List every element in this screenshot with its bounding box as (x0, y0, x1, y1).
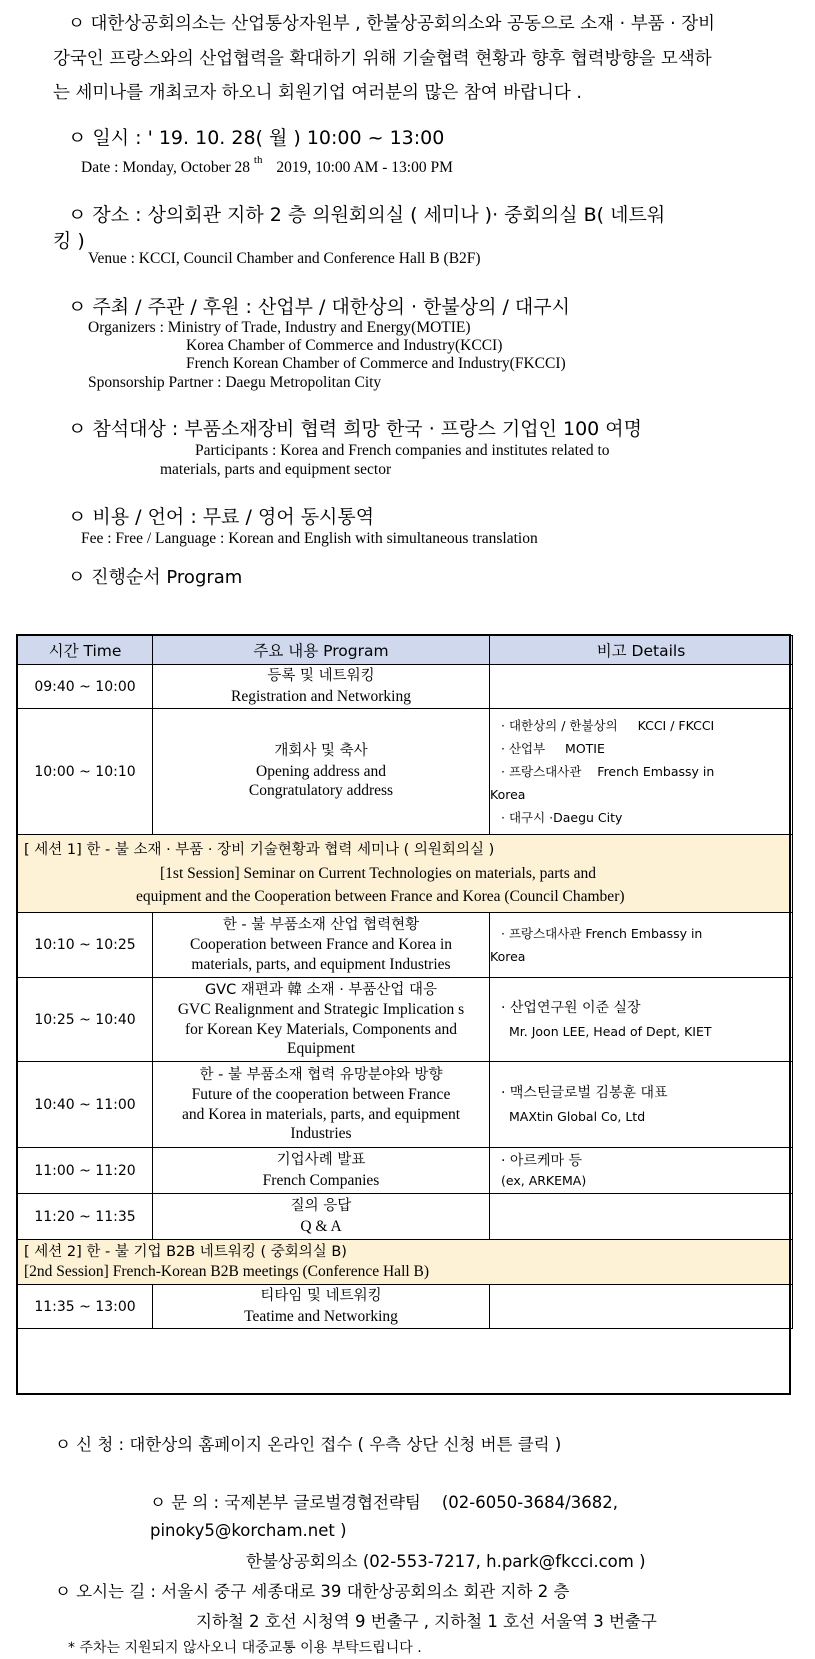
detail-line: (ex, ARKEMA) (501, 1172, 587, 1188)
directions-line-2: 지하철 2 호선 시청역 9 번출구 , 지하철 1 호선 서울역 3 번출구 (196, 1612, 657, 1631)
detail-line: · 맥스틴글로벌 김봉훈 대표 (501, 1084, 668, 1101)
contact-line-3: 한불상공회의소 (02-553-7217, h.park@fkcci.com ) (246, 1552, 646, 1571)
row-program-ko: 등록 및 네트워킹 (267, 668, 375, 684)
organizers-label: ㅇ 주최 / 주관 / 후원 : 산업부 / 대한상의 · 한불상의 / 대구시 (68, 296, 570, 318)
header-program: 주요 내용 Program (153, 636, 490, 665)
row-program-en: Industries (290, 1125, 352, 1142)
row-details (490, 978, 793, 1062)
venue-line-1: ㅇ 장소 : 상의회관 지하 2 층 의원회의실 ( 세미나 )· 중회의실 B( 네트워 (68, 204, 666, 226)
row-time: 10:25 ~ 10:40 (18, 978, 153, 1062)
table-row (18, 1062, 793, 1148)
row-time: 11:20 ~ 11:35 (18, 1194, 153, 1240)
header-details: 비고 Details (490, 636, 793, 665)
row-program (153, 709, 490, 835)
intro-line-1: ㅇ 대한상공회의소는 산업통상자원부 , 한불상공회의소와 공동으로 소재 · 부품 · 장비 (68, 14, 716, 34)
detail-line: · 산업부 MOTIE (501, 741, 605, 756)
row-program (153, 1194, 490, 1240)
session-1-cell (18, 835, 793, 913)
row-program-en: Congratulatory address (248, 782, 394, 800)
row-program (153, 1285, 490, 1329)
table-row (18, 665, 793, 709)
program-table (17, 635, 793, 1329)
row-program-en: Cooperation between France and Korea in (189, 936, 453, 954)
row-time: 09:40 ~ 10:00 (18, 665, 153, 709)
detail-line: · 아르케마 등 (501, 1152, 582, 1169)
detail-line: MAXtin Global Co, Ltd (509, 1108, 646, 1124)
row-program-en: Equipment (286, 1040, 356, 1057)
detail-line: Mr. Joon LEE, Head of Dept, KIET (509, 1023, 712, 1039)
detail-line: · 프랑스대사관 French Embassy in (501, 764, 715, 779)
detail-line: Korea (490, 787, 526, 802)
row-time: 10:10 ~ 10:25 (18, 913, 153, 978)
fee-en: Fee : Free / Language : Korean and English with simultaneous translation (81, 530, 538, 547)
table-header-row (18, 636, 793, 665)
program-heading: ㅇ 진행순서 Program (68, 567, 243, 588)
row-time: 10:00 ~ 10:10 (18, 709, 153, 835)
session-1-en-2: equipment and the Cooperation between France and Korea (Council Chamber) (136, 888, 625, 905)
intro-line-3: 는 세미나를 개최코자 하오니 회원기업 여러분의 많은 참여 바랍니다 . (53, 83, 582, 103)
date-en-sup: th (253, 154, 263, 166)
fee-label: ㅇ 비용 / 언어 : 무료 / 영어 동시통역 (68, 506, 375, 528)
row-program-en: Registration and Networking (231, 687, 411, 705)
row-program (153, 978, 490, 1062)
session-2-ko: [ 세션 2] 한 - 불 기업 B2B 네트워킹 ( 중회의실 B) (24, 1244, 347, 1260)
table-row (18, 1285, 793, 1329)
row-program (153, 1062, 490, 1148)
organizers-en-4: Sponsorship Partner : Daegu Metropolitan City (88, 374, 382, 391)
row-program-en: Opening address and (256, 762, 386, 780)
row-program-en: Teatime and Networking (244, 1307, 398, 1325)
detail-line: · 대한상의 / 한불상의 KCCI / FKCCI (501, 718, 715, 733)
table-row (18, 978, 793, 1062)
row-program-ko: 개회사 및 축사 (274, 743, 368, 760)
table-row (18, 1148, 793, 1194)
row-details (490, 1148, 793, 1194)
session-2-en: [2nd Session] French-Korean B2B meetings (Conference Hall B) (24, 1263, 430, 1280)
row-details (490, 913, 793, 978)
row-program-ko: 한 - 불 부품소재 협력 유망분야와 방향 (199, 1066, 443, 1083)
session-2-row (18, 1240, 793, 1285)
detail-line: · 산업연구원 이준 실장 (501, 999, 641, 1016)
row-details (490, 709, 793, 835)
session-1-ko: [ 세션 1] 한 - 불 소재 · 부품 · 장비 기술현황과 협력 세미나 ( 의원회의실 ) (24, 842, 495, 858)
table-row (18, 1194, 793, 1240)
contact-email[interactable]: pinoky5@korcham.net ) (150, 1521, 347, 1540)
row-program-ko: 티타임 및 네트워킹 (260, 1288, 382, 1304)
date-en-suffix: 2019, 10:00 AM - 13:00 PM (276, 159, 453, 177)
organizers-en-2: Korea Chamber of Commerce and Industry(KCCI) (186, 337, 503, 354)
header-time: 시간 Time (18, 636, 153, 665)
intro-line-2: 강국인 프랑스와의 산업협력을 확대하기 위해 기술협력 현황과 향후 협력방향을 모색하 (53, 49, 712, 69)
table-row (18, 709, 793, 835)
row-program-ko: 한 - 불 부품소재 산업 협력현황 (222, 916, 420, 933)
row-details (490, 1285, 793, 1329)
row-program (153, 913, 490, 978)
session-2-cell (18, 1240, 793, 1285)
organizers-en-1: Organizers : Ministry of Trade, Industry and Energy(MOTIE) (88, 319, 471, 336)
row-program-ko: 질의 응답 (290, 1198, 352, 1214)
session-1-row (18, 835, 793, 913)
row-program-ko: 기업사례 발표 (276, 1152, 366, 1168)
row-time: 11:35 ~ 13:00 (18, 1285, 153, 1329)
detail-line: · 대구시 ·Daegu City (501, 810, 623, 825)
date-en-prefix: Date : Monday, October 28 (81, 159, 251, 177)
row-time: 11:00 ~ 11:20 (18, 1148, 153, 1194)
row-program-en: for Korean Key Materials, Components and (184, 1020, 458, 1038)
row-details (490, 1062, 793, 1148)
participants-en-2: materials, parts and equipment sector (160, 461, 392, 478)
apply-line: ㅇ 신 청 : 대한상의 홈페이지 온라인 접수 ( 우측 상단 신청 버튼 클릭 ) (55, 1435, 562, 1454)
contact-line-1: ㅇ 문 의 : 국제본부 글로벌경협전략팀 (02-6050-3684/3682, (150, 1493, 618, 1512)
row-program (153, 665, 490, 709)
date-label: ㅇ 일시 : ' 19. 10. 28( 월 ) 10:00 ~ 13:00 (68, 127, 445, 149)
session-1-en-1: [1st Session] Seminar on Current Technologies on materials, parts and (160, 865, 596, 882)
participants-en-1: Participants : Korea and French companies and institutes related to (195, 442, 610, 459)
parking-note: * 주차는 지원되지 않사오니 대중교통 이용 부탁드립니다 . (68, 1640, 422, 1656)
row-program (153, 1148, 490, 1194)
row-program-ko: GVC 재편과 韓 소재 · 부품산업 대응 (204, 981, 438, 998)
date-en (81, 154, 453, 177)
row-program-en: GVC Realignment and Strategic Implication s (177, 1001, 465, 1018)
detail-line: Korea (490, 949, 526, 964)
row-time: 10:40 ~ 11:00 (18, 1062, 153, 1148)
row-program-en: materials, parts, and equipment Industries (191, 955, 451, 973)
table-row (18, 913, 793, 978)
row-program-en: Future of the cooperation between France (191, 1086, 451, 1103)
participants-label: ㅇ 참석대상 : 부품소재장비 협력 희망 한국 · 프랑스 기업인 100 여명 (68, 418, 642, 440)
row-program-en: and Korea in materials, parts, and equipment (181, 1105, 461, 1123)
row-details (490, 1194, 793, 1240)
directions-line-1: ㅇ 오시는 길 : 서울시 중구 세종대로 39 대한상공회의소 회관 지하 2 층 (55, 1582, 570, 1601)
venue-en: Venue : KCCI, Council Chamber and Conference Hall B (B2F) (88, 250, 481, 267)
venue-line-2: 킹 ) (53, 230, 85, 252)
detail-line: · 프랑스대사관 French Embassy in (501, 926, 703, 941)
row-details (490, 665, 793, 709)
row-program-en: Q & A (300, 1217, 342, 1235)
organizers-en-3: French Korean Chamber of Commerce and Industry(FKCCI) (186, 355, 566, 372)
row-program-en: French Companies (262, 1171, 380, 1189)
